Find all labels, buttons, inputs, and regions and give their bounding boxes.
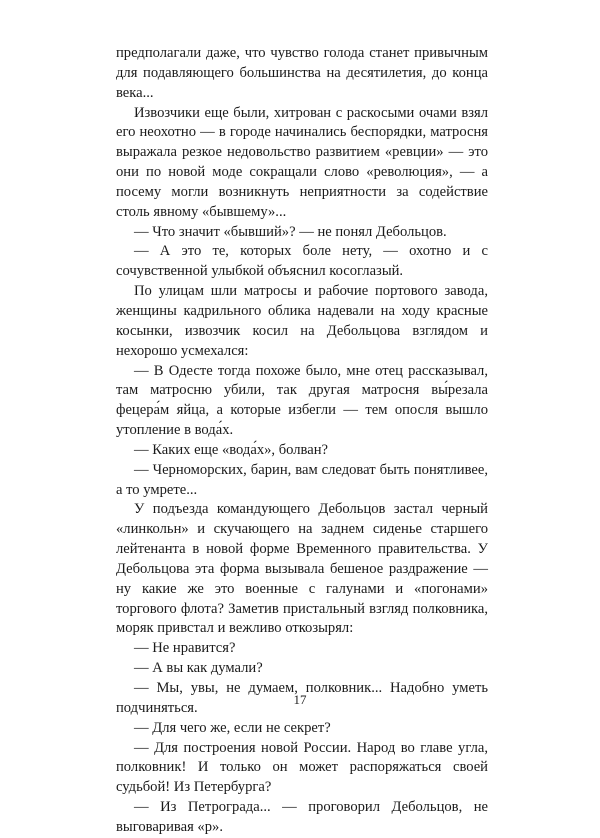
paragraph: — Что значит «бывший»? — не понял Дебольцов. [134, 223, 447, 240]
paragraph: — Для построения новой России. Народ во главе угла, полковник! И только он может распоряжаться своей судьбой! Из Петербурга? [116, 739, 488, 796]
paragraph: — В Одесте тогда похоже было, мне отец рассказывал, там матросню убили, так другая матросня вы́резала фецера́м яйца, а которые избегли — тем опосля вышло утопление в вода́х. [116, 362, 488, 439]
paragraph: По улицам шли матросы и рабочие портового завода, женщины кадрильного облика надевали на ходу красные косынки, извозчик косил на Дебольцова взглядом и нехорошо усмехался: [116, 283, 488, 359]
body-text [116, 44, 488, 838]
paragraph: — Для чего же, если не секрет? [134, 719, 331, 736]
paragraph: предполагали даже, что чувство голода станет привычным для подавляющего большинства на десятилетия, до конца века... [116, 45, 488, 101]
paragraph: — Черноморских, барин, вам следоват быть понятливее, а то умрете... [116, 461, 488, 498]
paragraph: — А это те, которых боле нету, — охотно и с сочувственной улыбкой объяснил косоглазый. [116, 243, 488, 280]
page-number: 17 [293, 692, 307, 707]
paragraph: — Мы, увы, не думаем, полковник... Надобно уметь подчиняться. [116, 680, 488, 716]
paragraph: — А вы как думали? [134, 660, 263, 677]
paragraph: — Не нравится? [134, 640, 236, 657]
paragraph: Извозчики еще были, хитрован с раскосыми очами взял его неохотно — в городе начинались беспорядки, матросня выражала резкое недовольство развитием «ревции» — это они по новой моде сокращали слово «революция», — а посему могли возникнуть неприятности за содействие столь явному «бывшему»... [116, 104, 488, 220]
paragraph: — Каких еще «вода́х», болван? [134, 441, 328, 458]
paragraph: — Из Петрограда... — проговорил Дебольцов, не выговаривая «р». [116, 799, 488, 835]
paragraph: У подъезда командующего Дебольцов застал черный «линкольн» и скучающего на заднем сиденье старшего лейтенанта в новой форме Временного правительства. У Дебольцова эта форма вызывала бешеное раздражение — ну какие же это военные с галунами и «погонами» торгового флота? Заметив пристальный взгляд полковника, моряк привстал и вежливо откозырял: [116, 501, 488, 637]
